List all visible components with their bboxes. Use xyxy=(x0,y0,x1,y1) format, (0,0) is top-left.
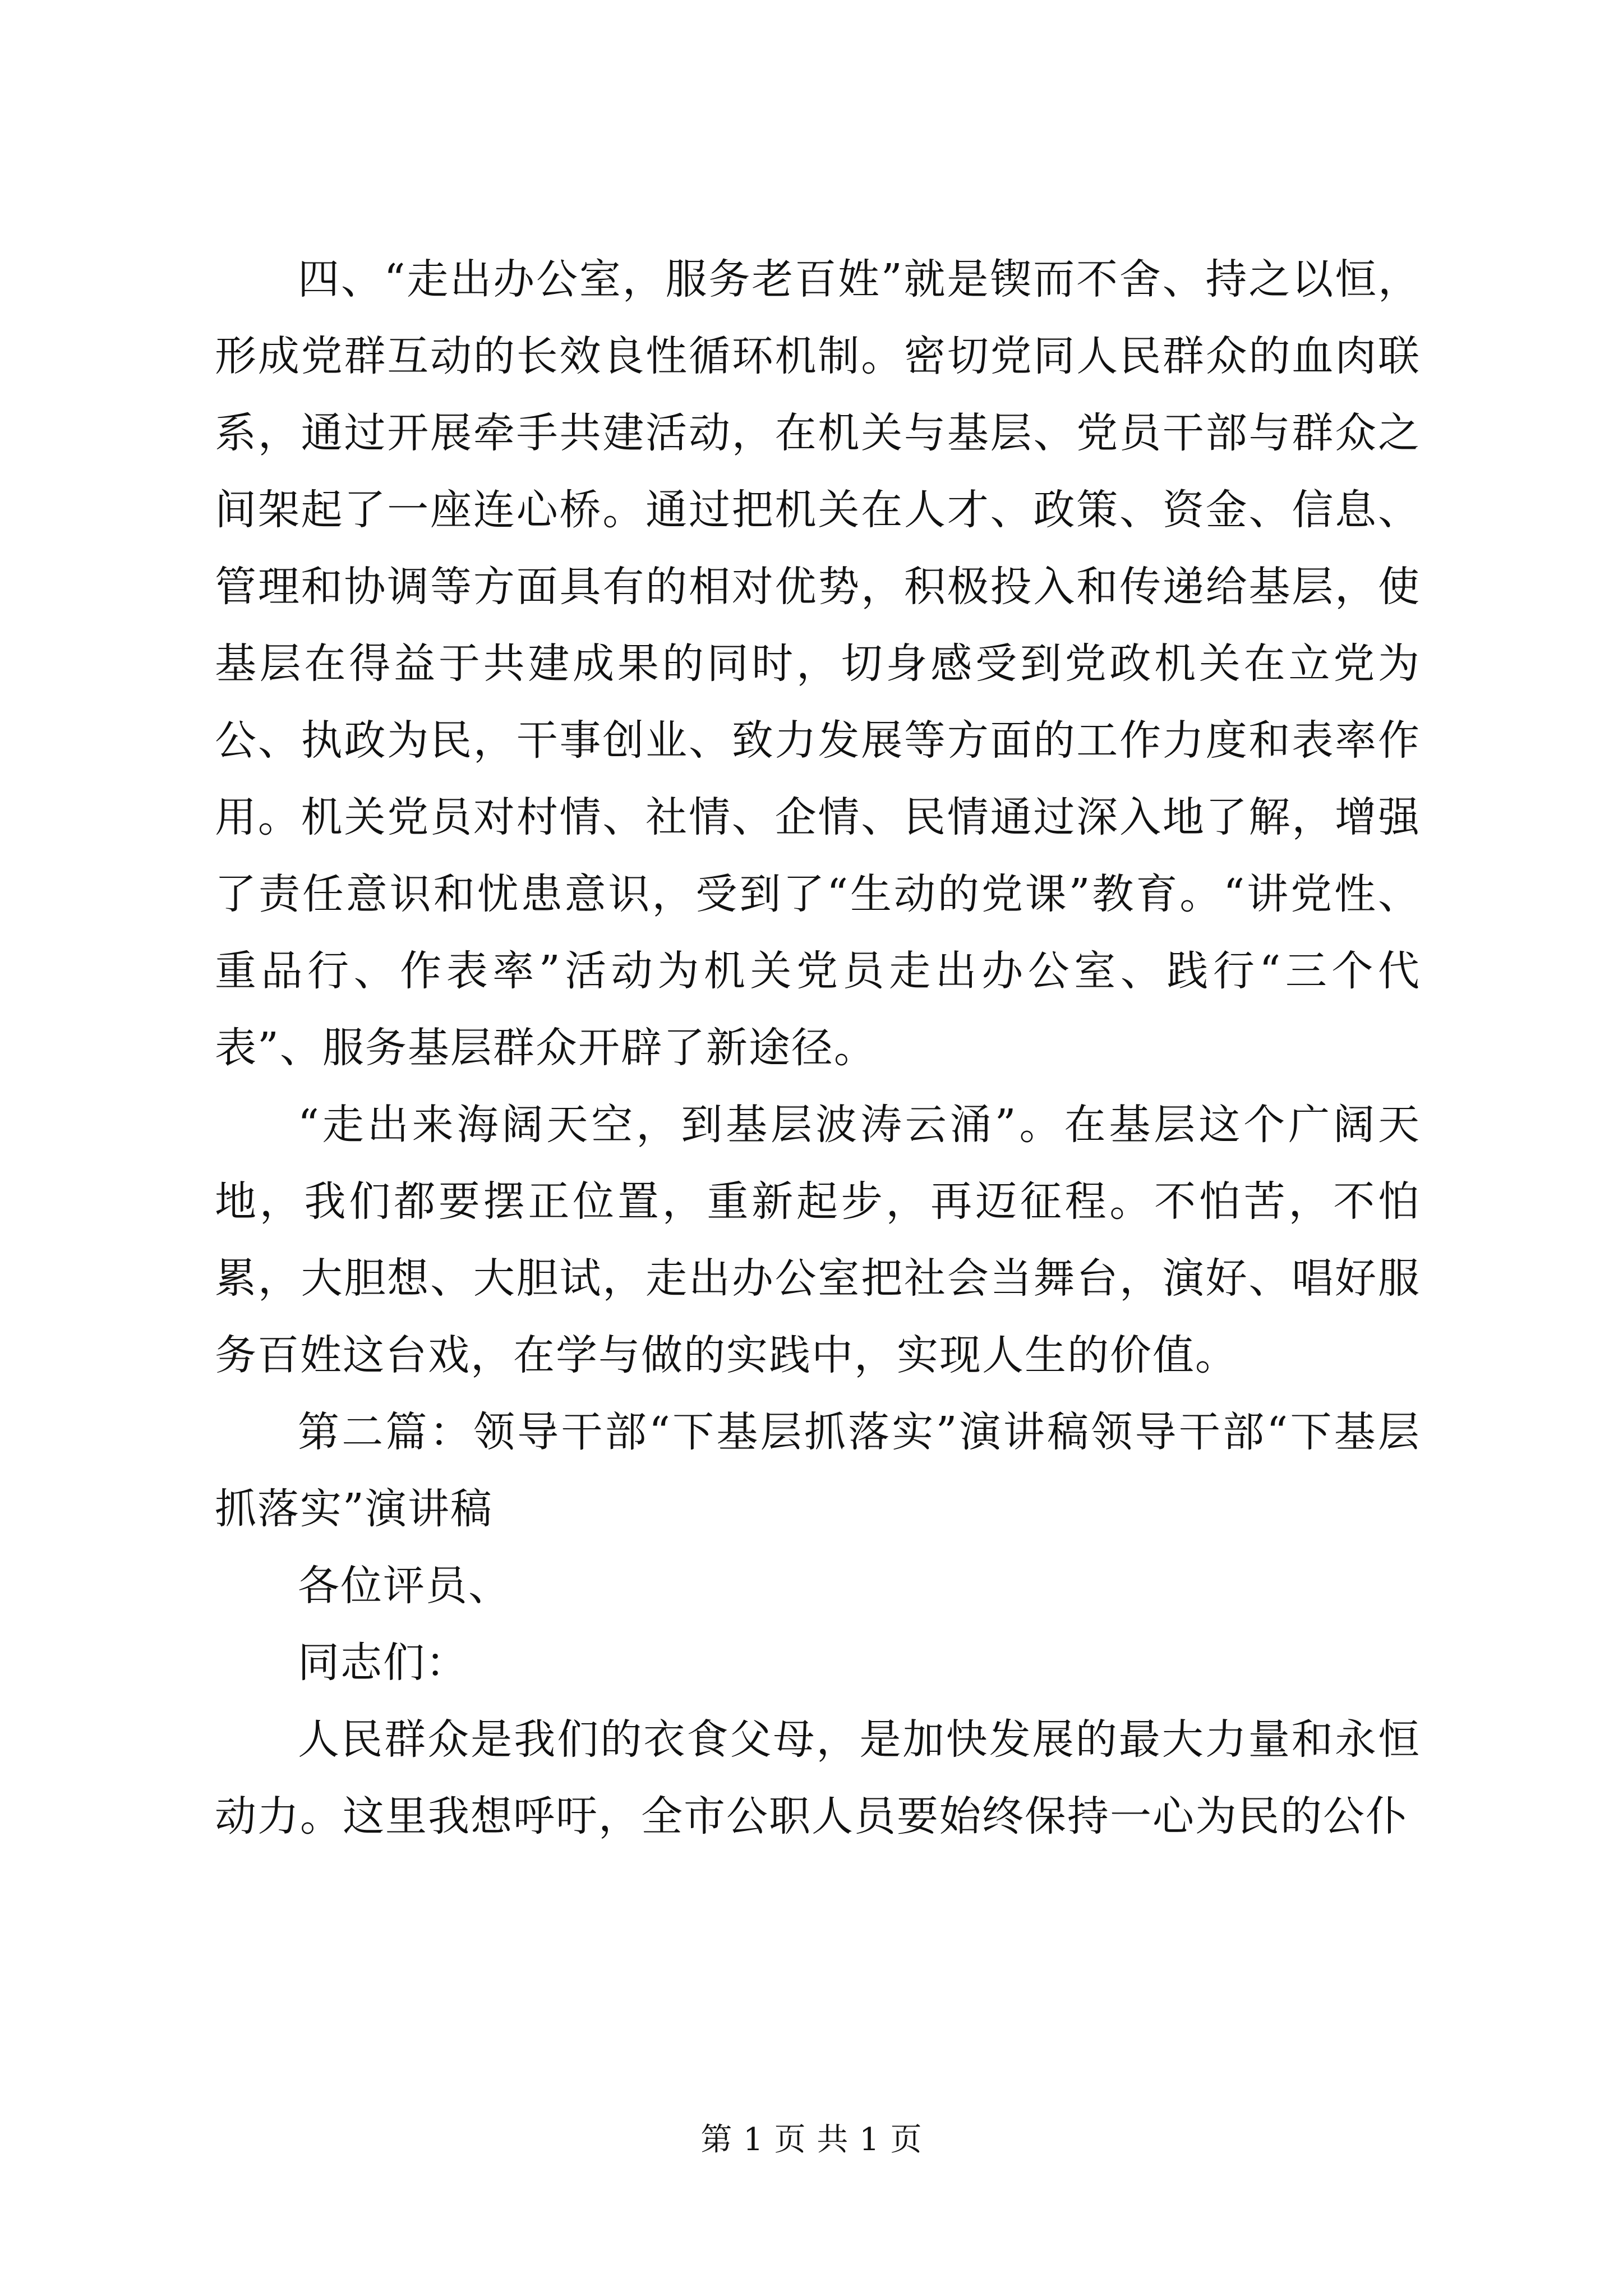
paragraph-speech-opening: 人民群众是我们的衣食父母，是加快发展的最大力量和永恒动力。这里我想呼吁，全市公职人员要始终保持一心为民的公仆 xyxy=(215,1715,1421,1841)
paragraph-section-four: 四、“走出办公室，服务老百姓”就是锲而不舍、持之以恒，形成党群互动的长效良性循环机制。密切党同人民群众的血肉联系，通过开展牵手共建活动，在机关与基层、党员干部与群众之间架起了一座连心桥。通过把机关在人才、政策、资金、信息、管理和协调等方面具有的相对优势，积极投入和传递给基层，使基层在得益于共建成果的同时，切身感受到党政机关在立党为公、执政为民，干事创业、致力发展等方面的工作力度和表率作用。机关党员对村情、社情、企情、民情通过深入地了解，增强了责任意识和忧患意识，受到了“生动的党课”教育。“讲党性、重品行、作表率”活动为机关党员走出办公室、践行“三个代表”、服务基层群众开辟了新途径。 xyxy=(215,255,1421,1072)
page-footer: 第 1 页 共 1 页 xyxy=(700,2122,923,2158)
paragraph-second-article-title: 第二篇：领导干部“下基层抓落实”演讲稿领导干部“下基层抓落实”演讲稿 xyxy=(215,1408,1421,1533)
paragraph-salutation-judges: 各位评员、 xyxy=(298,1562,511,1610)
paragraph-closing-remarks: “走出来海阔天空，到基层波涛云涌”。在基层这个广阔天地，我们都要摆正位置，重新起步，再迈征程。不怕苦，不怕累，大胆想、大胆试，走出办公室把社会当舞台，演好、唱好服务百姓这台戏，在学与做的实践中，实现人生的价值。 xyxy=(215,1101,1421,1379)
paragraph-salutation-comrades: 同志们： xyxy=(298,1639,468,1687)
document-body xyxy=(215,241,1421,1855)
